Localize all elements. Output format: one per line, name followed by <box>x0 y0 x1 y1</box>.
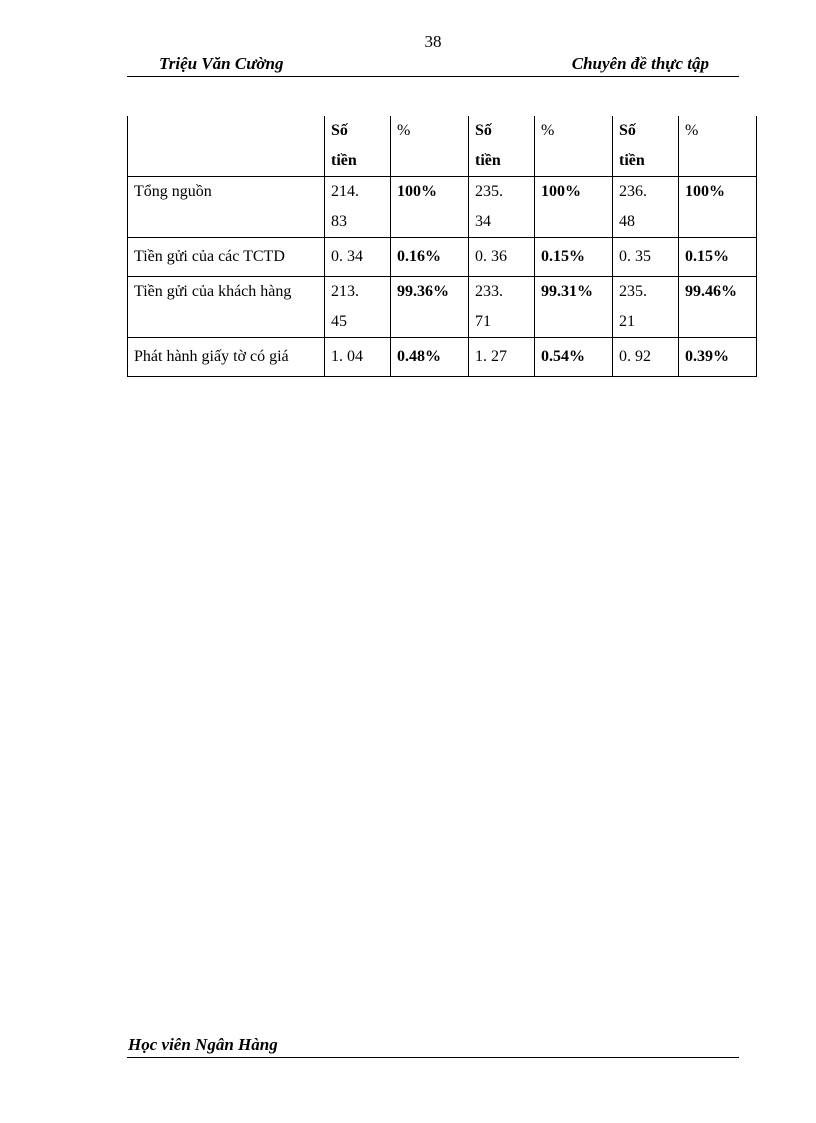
page-number: 38 <box>424 32 442 51</box>
percent-cell: 99.46% <box>679 277 757 338</box>
author-name: Triệu Văn Cường <box>159 54 284 73</box>
table-row <box>128 238 757 277</box>
header-amount-2: Số tiền <box>469 116 535 177</box>
header-amount-3: Số tiền <box>613 116 679 177</box>
capital-source-table <box>127 116 757 377</box>
percent-cell: 99.36% <box>391 277 469 338</box>
percent-cell: 0.15% <box>679 238 757 277</box>
percent-cell: 0.54% <box>535 338 613 377</box>
page-footer <box>127 1035 739 1058</box>
percent-cell: 100% <box>391 177 469 238</box>
table-header-blank <box>128 116 325 177</box>
percent-cell: 0.16% <box>391 238 469 277</box>
document-title: Chuyên đề thực tập <box>571 54 709 73</box>
page-header <box>127 54 739 77</box>
row-label: Tổng nguồn <box>128 177 325 238</box>
row-label: Tiền gửi của khách hàng <box>128 277 325 338</box>
amount-cell: 235. 21 <box>613 277 679 338</box>
table-row <box>128 277 757 338</box>
amount-cell: 233. 71 <box>469 277 535 338</box>
table-row <box>128 338 757 377</box>
amount-cell: 1. 04 <box>325 338 391 377</box>
amount-cell: 213. 45 <box>325 277 391 338</box>
table-row <box>128 177 757 238</box>
amount-cell: 0. 35 <box>613 238 679 277</box>
percent-cell: 0.48% <box>391 338 469 377</box>
amount-cell: 0. 34 <box>325 238 391 277</box>
amount-cell: 0. 36 <box>469 238 535 277</box>
header-amount-1: Số tiền <box>325 116 391 177</box>
amount-cell: 235. 34 <box>469 177 535 238</box>
amount-cell: 1. 27 <box>469 338 535 377</box>
percent-cell: 100% <box>679 177 757 238</box>
percent-cell: 100% <box>535 177 613 238</box>
amount-cell: 0. 92 <box>613 338 679 377</box>
percent-cell: 0.15% <box>535 238 613 277</box>
school-name: Học viên Ngân Hàng <box>128 1035 278 1054</box>
percent-cell: 99.31% <box>535 277 613 338</box>
row-label: Phát hành giấy tờ có giá <box>128 338 325 377</box>
header-percent-2: % <box>535 116 613 177</box>
table-header-row <box>128 116 757 177</box>
amount-cell: 236. 48 <box>613 177 679 238</box>
amount-cell: 214. 83 <box>325 177 391 238</box>
row-label: Tiền gửi của các TCTD <box>128 238 325 277</box>
percent-cell: 0.39% <box>679 338 757 377</box>
header-percent-3: % <box>679 116 757 177</box>
header-percent-1: % <box>391 116 469 177</box>
